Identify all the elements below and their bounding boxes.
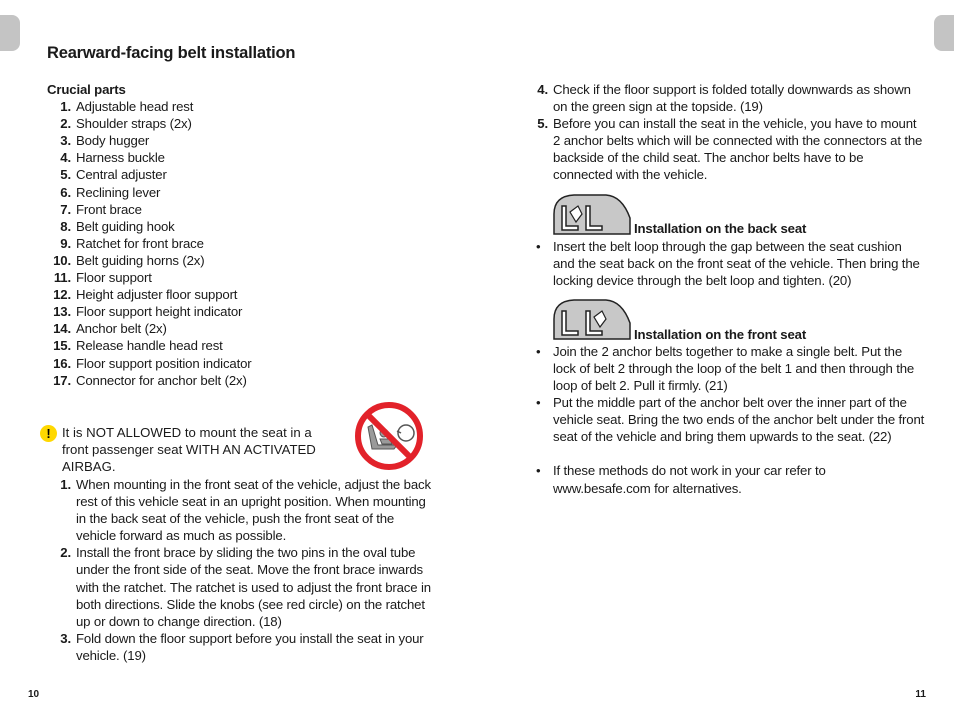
page-number-left: 10	[28, 689, 40, 700]
list-item: 16. Floor support position indicator	[53, 355, 252, 371]
list-item: 5. Central adjuster	[60, 167, 167, 183]
list-item: 10. Belt guiding horns (2x)	[53, 252, 205, 268]
list-item: 7. Front brace	[60, 201, 142, 217]
list-item: 9. Ratchet for front brace	[60, 235, 204, 251]
right-column	[534, 81, 926, 497]
airbag-warning	[40, 424, 330, 475]
warning-text: It is NOT ALLOWED to mount the seat in a front passenger seat WITH AN ACTIVATED AIRBAG.	[62, 425, 316, 475]
car-front-seat-icon	[552, 297, 632, 341]
front-seat-title: Installation on the front seat	[634, 326, 807, 342]
left-column	[47, 81, 437, 389]
page-number-right: 11	[915, 689, 926, 700]
list-item: • Put the middle part of the anchor belt over the inner part of the vehicle seat. Bring the two ends of the anchor belt under the front seat of the vehicle and bring them upwards to the seat. (22)	[536, 395, 925, 445]
list-item: • Join the 2 anchor belts together to make a single belt. Put the lock of belt 2 through the loop of the belt 1 and then through the loop of belt 2. Pull it firmly. (21)	[536, 343, 915, 394]
list-item: 1. Adjustable head rest	[60, 99, 194, 115]
list-item: 4. Harness buckle	[60, 150, 165, 166]
no-airbag-prohibition-icon	[354, 401, 424, 471]
front-seat-section-header	[534, 297, 926, 343]
list-item: 3. Fold down the floor support before you install the seat in your vehicle. (19)	[60, 630, 424, 663]
list-item: 11. Floor support	[53, 270, 152, 286]
list-item: 2. Install the front brace by sliding the two pins in the oval tube under the front side of the seat. Move the front brace inwards with the ratchet. The ratchet is used to adjust the front brace in both directions. Slide the knobs (see red circle) on the ratchet up or down to change direction. (18)	[60, 545, 431, 629]
steps-right	[534, 81, 926, 184]
list-item: 2. Shoulder straps (2x)	[60, 116, 192, 132]
crucial-parts-heading: Crucial parts	[47, 82, 126, 97]
page-tab-left	[0, 15, 20, 51]
list-item: 4. Check if the floor support is folded totally downwards as shown on the green sign at the topside. (19)	[537, 82, 911, 115]
list-item: 5. Before you can install the seat in the vehicle, you have to mount 2 anchor belts which will be connected with the connectors at the backside of the child seat. The anchor belts have to be connected with the vehicle.	[537, 116, 923, 183]
car-back-seat-icon	[552, 192, 632, 236]
alternatives-bullet	[534, 462, 926, 496]
list-item: 6. Reclining lever	[60, 184, 161, 200]
list-item: 14. Anchor belt (2x)	[53, 321, 167, 337]
back-seat-bullets	[534, 238, 926, 289]
steps-left	[47, 476, 437, 664]
list-item: 12. Height adjuster floor support	[53, 287, 238, 303]
list-item: 15. Release handle head rest	[53, 338, 223, 354]
back-seat-section-header	[534, 192, 926, 238]
list-item: • If these methods do not work in your car refer to www.besafe.com for alternatives.	[536, 463, 826, 496]
list-item: 3. Body hugger	[60, 133, 150, 149]
list-item: • Insert the belt loop through the gap between the seat cushion and the seat back on the front seat of the vehicle. Then bring the locking device through the belt loop and tighten. (20)	[536, 238, 920, 288]
list-item: 8. Belt guiding hook	[60, 218, 175, 234]
list-item: 17. Connector for anchor belt (2x)	[53, 372, 247, 388]
back-seat-title: Installation on the back seat	[634, 221, 807, 237]
list-item: 1. When mounting in the front seat of the vehicle, adjust the back rest of this vehicle seat in an upright position. When mounting in the back seat of the vehicle, push the front seat of the vehicle forward as much as possible.	[60, 477, 431, 544]
front-seat-bullets	[534, 343, 926, 446]
warning-exclamation-icon: !	[40, 425, 57, 442]
page-title: Rearward-facing belt installation	[47, 44, 296, 62]
page-tab-right	[934, 15, 954, 51]
crucial-parts-list	[47, 98, 437, 389]
list-item: 13. Floor support height indicator	[53, 304, 243, 320]
